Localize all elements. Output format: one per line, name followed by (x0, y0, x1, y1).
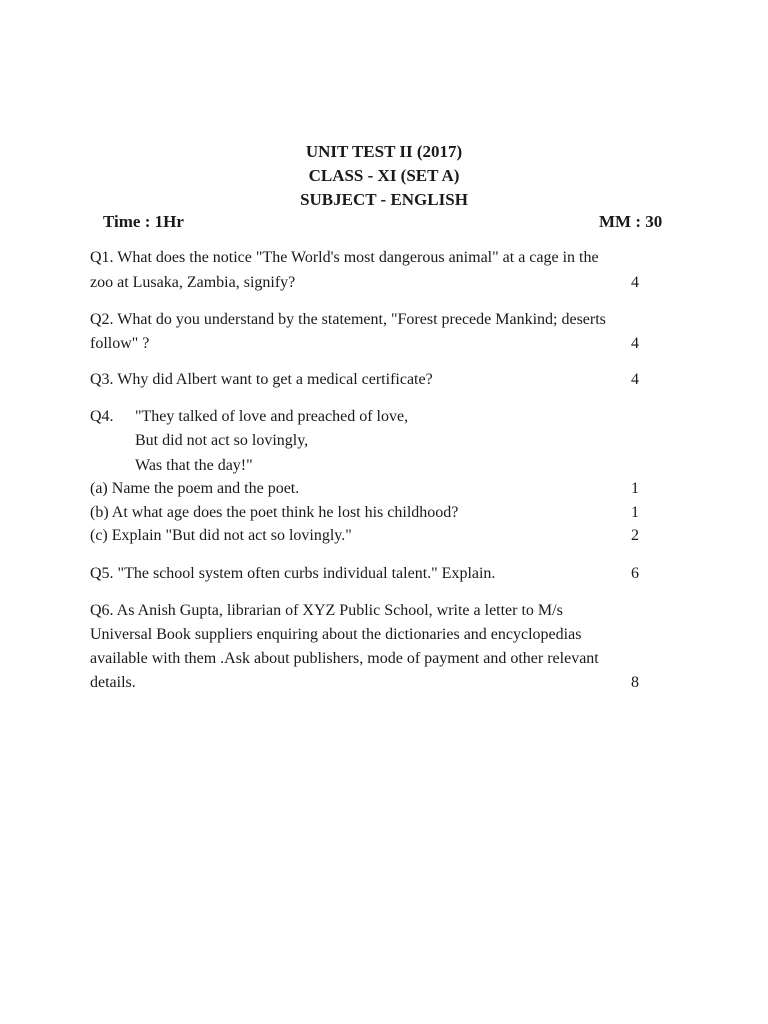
q4-part-a: (a) Name the poem and the poet. (90, 480, 300, 497)
test-title: UNIT TEST II (2017) (305, 142, 463, 161)
time-label: Time : 1Hr (103, 212, 184, 231)
q5-text: Q5. "The school system often curbs individual talent." Explain. (90, 565, 496, 582)
q3-marks: 4 (631, 371, 639, 388)
q6-text-line1: Q6. As Anish Gupta, librarian of XYZ Public School, write a letter to M/s (90, 602, 563, 619)
q4-verse-line1: "They talked of love and preached of love, (135, 408, 409, 425)
q2-text-line2: follow" ? (90, 335, 150, 352)
q4-verse-line2: But did not act so lovingly, (135, 432, 309, 449)
q6-text-line2: Universal Book suppliers enquiring about the dictionaries and encyclopedias (90, 626, 582, 643)
q6-marks: 8 (631, 674, 639, 691)
class-heading: CLASS - XI (SET A) (308, 166, 460, 185)
q4-part-c-marks: 2 (631, 527, 639, 544)
q1-text-line1: Q1. What does the notice "The World's most dangerous animal" at a cage in the (90, 249, 599, 266)
q4-part-b: (b) At what age does the poet think he lost his childhood? (90, 504, 459, 521)
q4-verse-line3: Was that the day!" (135, 457, 253, 474)
q4-part-b-marks: 1 (631, 504, 639, 521)
q1-text-line2: zoo at Lusaka, Zambia, signify? (90, 274, 296, 291)
q4-part-a-marks: 1 (631, 480, 639, 497)
q2-text-line1: Q2. What do you understand by the statement, "Forest precede Mankind; deserts (90, 311, 606, 328)
q6-text-line4: details. (90, 674, 136, 691)
q3-text: Q3. Why did Albert want to get a medical certificate? (90, 371, 433, 388)
q5-marks: 6 (631, 565, 639, 582)
q2-marks: 4 (631, 335, 639, 352)
subject-heading: SUBJECT - ENGLISH (300, 190, 468, 209)
max-marks-label: MM : 30 (599, 212, 663, 231)
q4-label: Q4. (90, 408, 114, 425)
q6-text-line3: available with them .Ask about publishers, mode of payment and other relevant (90, 650, 599, 667)
q4-part-c: (c) Explain "But did not act so lovingly." (90, 527, 352, 544)
q1-marks: 4 (631, 274, 639, 291)
